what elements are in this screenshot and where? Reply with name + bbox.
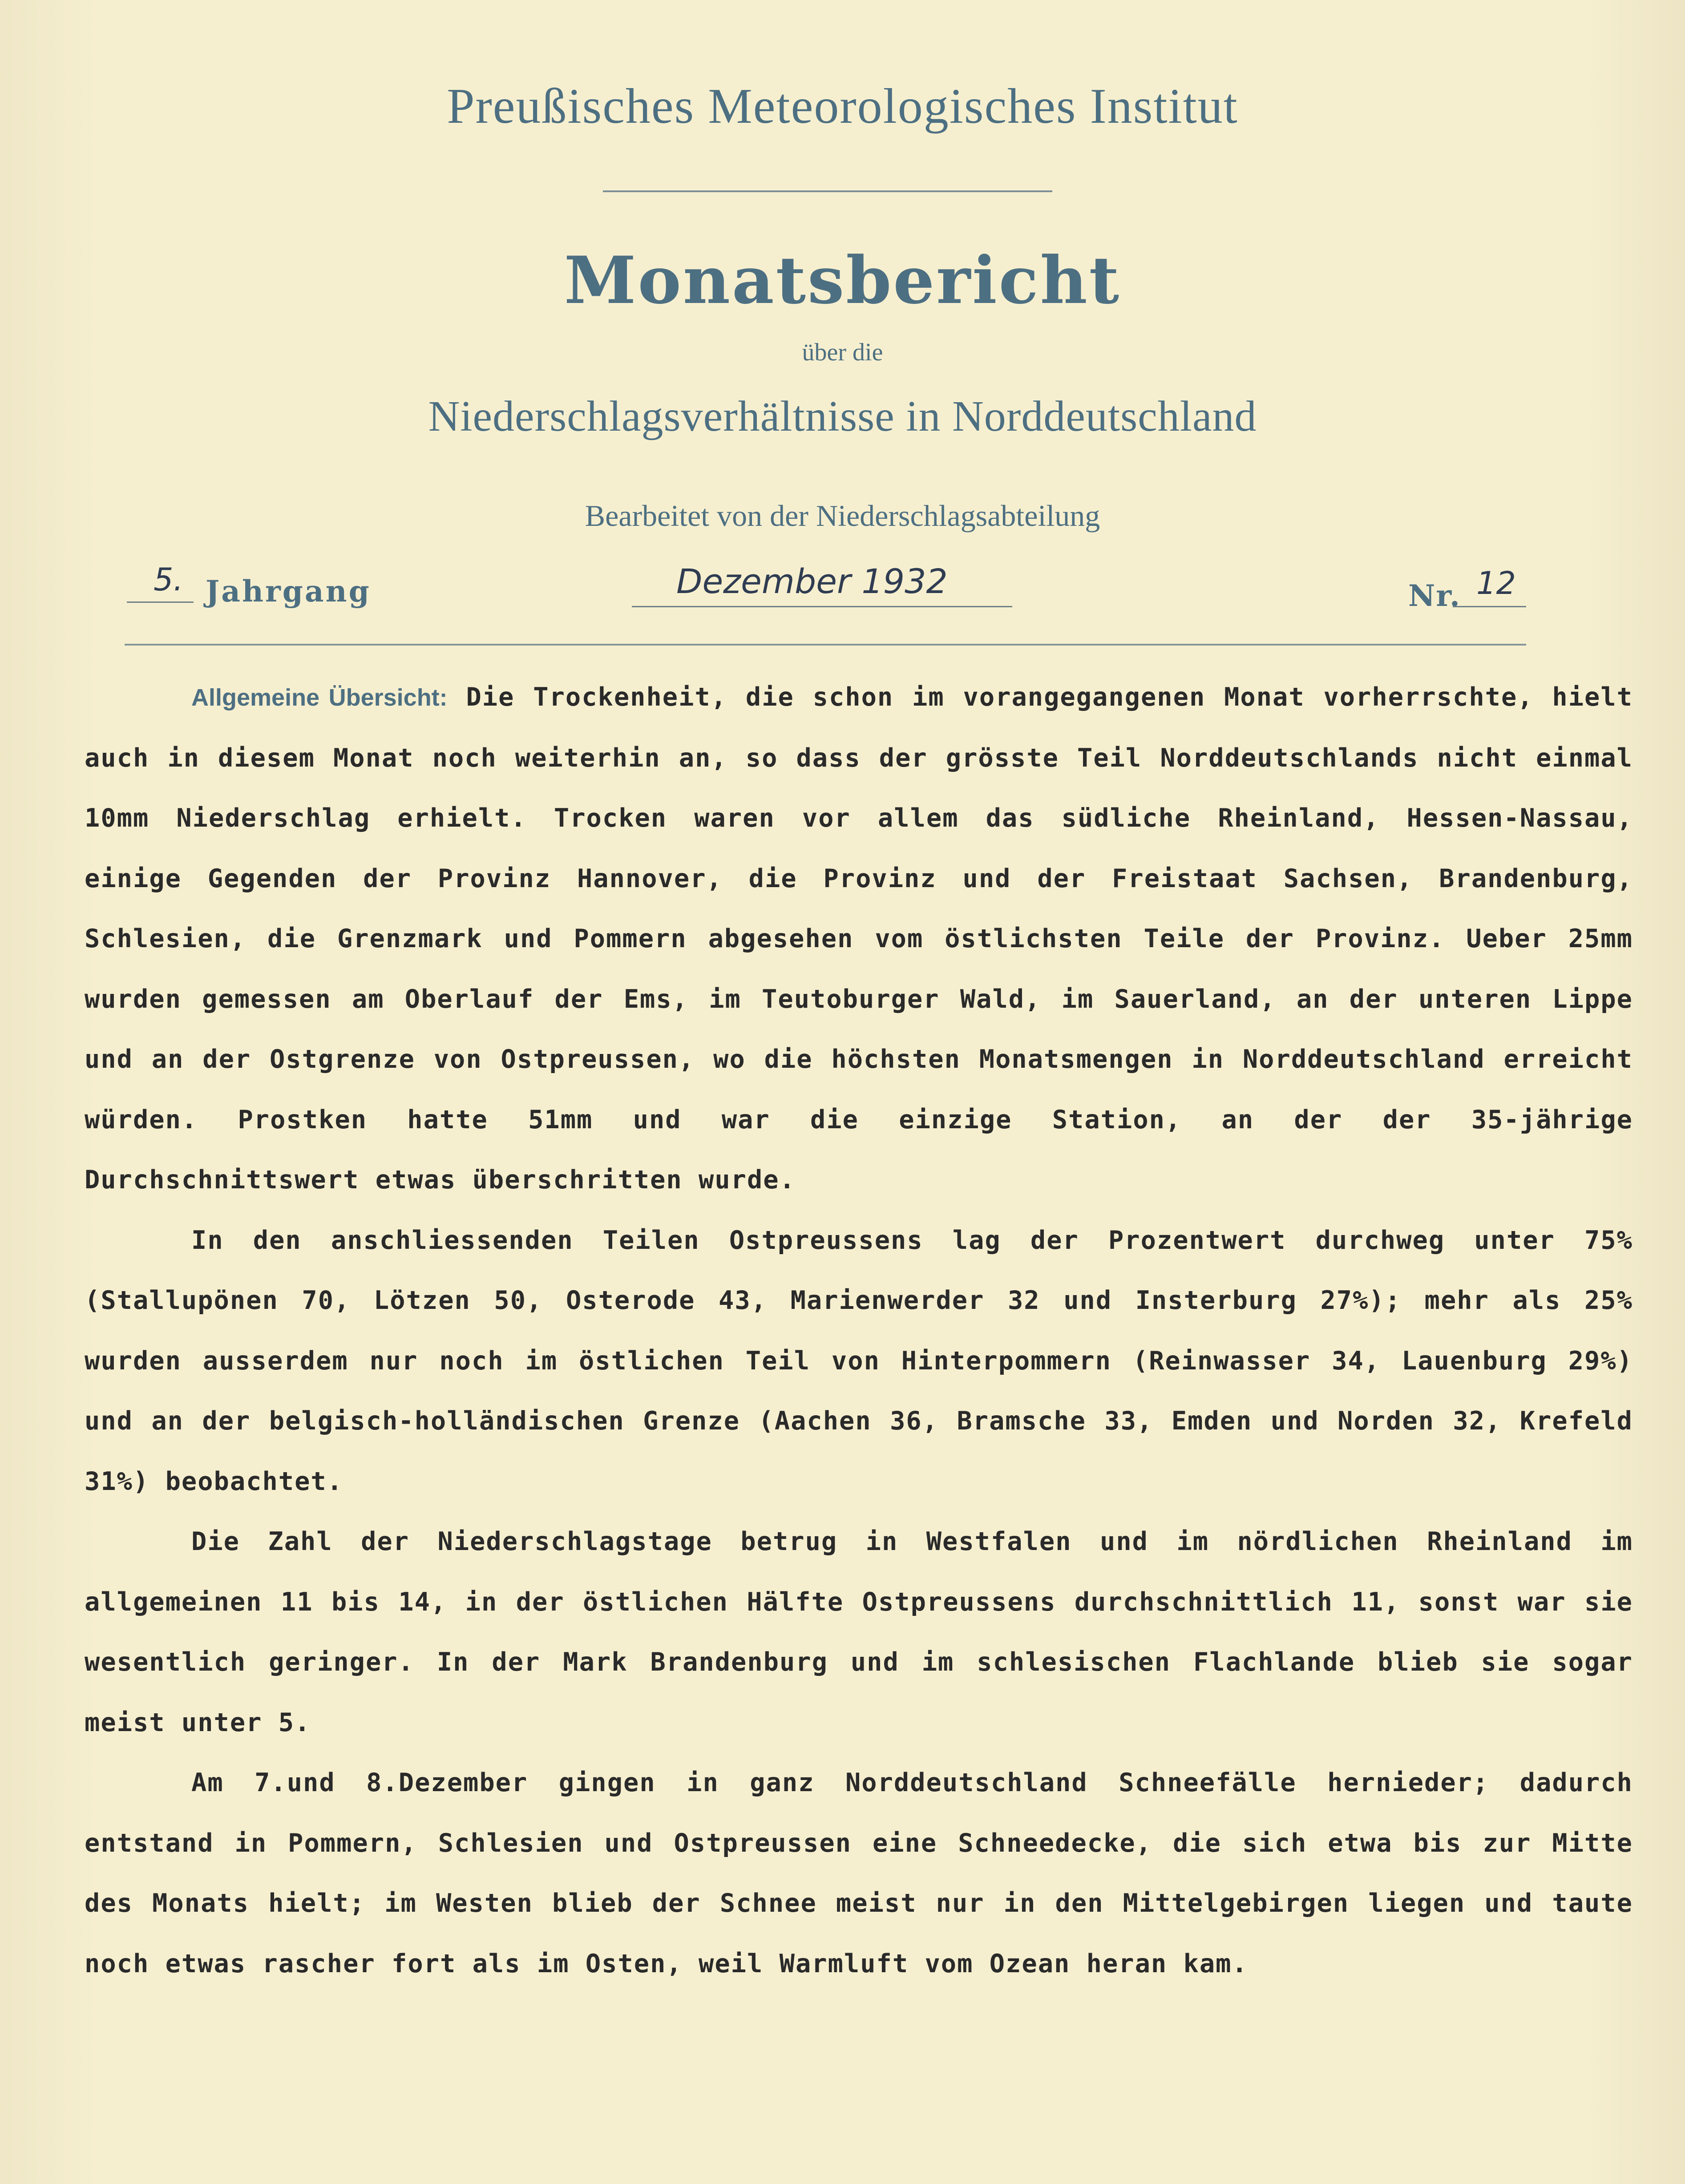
issue-number-label: Nr. [1408,578,1461,613]
report-subject: Niederschlagsverhältnisse in Norddeutschland [428,392,1257,440]
title-connector: über die [802,339,883,366]
issue-month-handwritten: Dezember 1932 [676,561,948,601]
paragraph: Die Zahl der Niederschlagstage betrug in Westfalen und im nördlichen Rheinland im allgemeinen 11 bis 14, in der östlichen Hälfte Ostpreussens durchschnittlich 11, sonst war sie wesentlich geringer. In der Mark Brandenburg und im schlesischen Flachlande blieb sie sogar meist unter 5. [85,1527,1633,1737]
issue-number-handwritten: 12 [1476,565,1516,602]
editor-line: Bearbeitet von der Niederschlagsabteilung [585,499,1100,533]
paragraph: Am 7.und 8.Dezember gingen in ganz Norddeutschland Schneefälle hernieder; dadurch entstand in Pommern, Schlesien und Ostpreussen eine Schneedecke, die sich etwa bis zur Mitte des Monats hielt; im Westen blieb der Schnee meist nur in den Mittelgebirgen liegen und taute noch etwas rascher fort als im Osten, weil Warmluft vom Ozean heran kam. [85,1768,1633,1978]
paragraph: In den anschliessenden Teilen Ostpreussens lag der Prozentwert durchweg unter 75% (Stallupönen 70, Lötzen 50, Osterode 43, Marienwerder 32 und Insterburg 27%); mehr als 25% wurden ausserdem nur noch im östlichen Teil von Hinterpommern (Reinwasser 34, Lauenburg 29%) und an der belgisch-holländischen Grenze (Aachen 36, Bramsche 33, Emden und Norden 32, Krefeld 31%) beobachtet. [85,1225,1633,1496]
year-number-handwritten: 5. [154,561,183,598]
report-body [85,667,1633,1994]
issue-month-underline [632,606,1012,607]
report-title: Monatsbericht [564,242,1121,319]
header-bottom-divider [125,644,1526,646]
institute-name: Preußisches Meteorologisches Institut [447,79,1238,134]
paragraph [85,667,1633,1211]
issue-number-underline [1453,606,1526,607]
year-label: Jahrgang [206,574,371,609]
paragraph-text: Die Trockenheit, die schon im vorangegangenen Monat vorherrschte, hielt auch in diesem Monat noch weiterhin an, so dass der grösste Teil Norddeutschlands nicht einmal 10mm Niederschlag erhielt. Trocken waren vor allem das südliche Rheinland, Hessen-Nassau, einige Gegenden der Provinz Hannover, die Provinz und der Freistaat Sachsen, Brandenburg, Schlesien, die Grenzmark und Pommern abgesehen vom östlichsten Teile der Provinz. Ueber 25mm wurden gemessen am Oberlauf der Ems, im Teutoburger Wald, im Sauerland, an der unteren Lippe und an der Ostgrenze von Ostpreussen, wo die höchsten Monatsmengen in Norddeutschland erreicht würden. Prostken hatte 51mm und war die einzige Station, an der der 35-jährige Durchschnittswert etwas überschritten wurde. [85,682,1633,1195]
year-number-underline [127,602,194,603]
section-label: Allgemeine Übersicht: [191,684,448,711]
header-divider [603,190,1052,192]
